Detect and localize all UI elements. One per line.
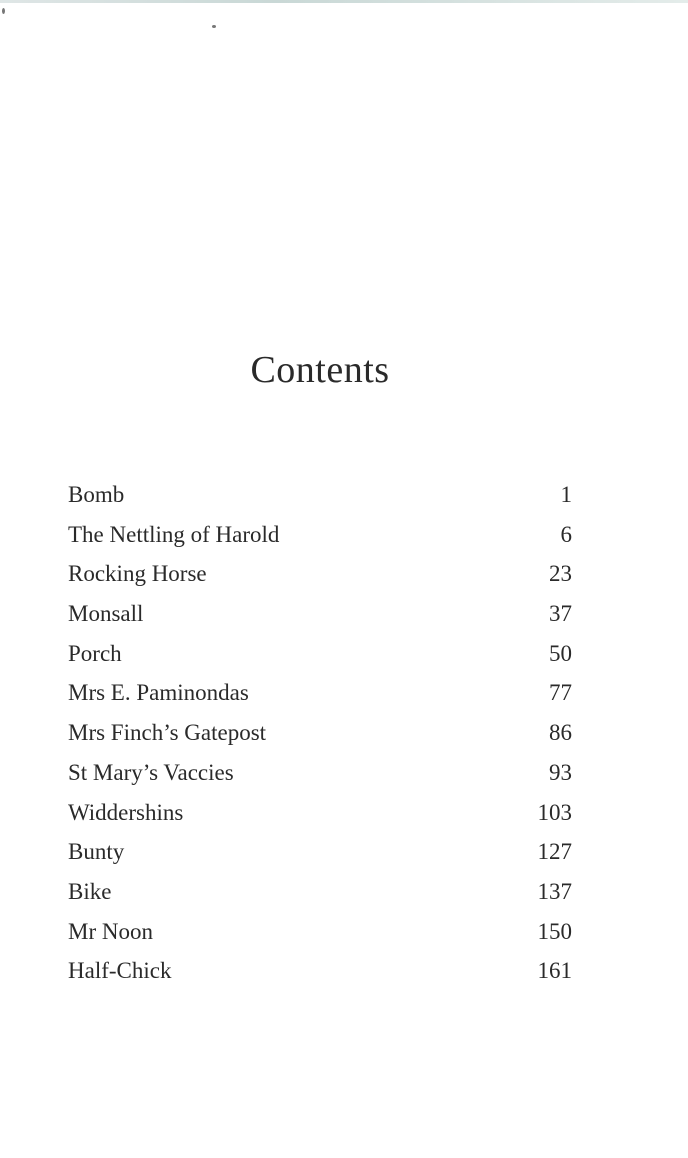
toc-entry-title: St Mary’s Vaccies bbox=[68, 759, 234, 785]
toc-entry bbox=[68, 597, 572, 637]
paper-speck bbox=[2, 8, 5, 14]
toc-entry-title: Monsall bbox=[68, 601, 144, 627]
toc-entry bbox=[68, 915, 572, 955]
toc-entry-title: Widdershins bbox=[68, 799, 184, 825]
toc-entry bbox=[68, 478, 572, 518]
toc-entry-title: Mrs E. Paminondas bbox=[68, 680, 249, 706]
toc-entry bbox=[68, 756, 572, 796]
toc-entry-title: Mr Noon bbox=[68, 918, 153, 944]
toc-entry-page: 23 bbox=[549, 561, 572, 587]
toc-entry-title: Bomb bbox=[68, 482, 125, 507]
toc-entry-title: Porch bbox=[68, 640, 122, 666]
toc-entry-page: 50 bbox=[549, 640, 572, 666]
toc-entry-page: 6 bbox=[560, 521, 572, 547]
toc-entry bbox=[68, 518, 572, 558]
toc-entry-title: The Nettling of Harold bbox=[68, 521, 280, 547]
toc-entry bbox=[68, 557, 572, 597]
page-top-edge bbox=[0, 0, 688, 3]
toc-entry bbox=[68, 716, 572, 756]
toc-entry-page: 77 bbox=[549, 680, 572, 706]
toc-entry-page: 137 bbox=[537, 878, 572, 904]
toc-entry-title: Rocking Horse bbox=[68, 561, 207, 587]
toc-entry bbox=[68, 676, 572, 716]
toc-entry-page: 1 bbox=[560, 482, 572, 507]
toc-entry-title: Half-Chick bbox=[68, 958, 172, 984]
contents-heading: Contents bbox=[250, 349, 390, 391]
toc-entry-page: 86 bbox=[549, 720, 572, 746]
toc-entry-page: 93 bbox=[549, 759, 572, 785]
toc-entry bbox=[68, 796, 572, 836]
toc-entry-title: Bunty bbox=[68, 839, 125, 865]
toc-entry-page: 161 bbox=[537, 958, 572, 984]
toc-entry-page: 103 bbox=[537, 799, 572, 825]
toc-entry-page: 37 bbox=[549, 601, 572, 627]
toc-entry-title: Bike bbox=[68, 878, 112, 904]
toc-entry-page: 127 bbox=[537, 839, 572, 865]
toc-entry bbox=[68, 835, 572, 875]
table-of-contents bbox=[68, 478, 572, 994]
toc-entry bbox=[68, 954, 572, 994]
toc-entry-title: Mrs Finch’s Gatepost bbox=[68, 720, 267, 746]
toc-entry bbox=[68, 875, 572, 915]
toc-entry-page: 150 bbox=[537, 918, 572, 944]
paper-speck bbox=[212, 25, 216, 28]
toc-entry bbox=[68, 637, 572, 677]
